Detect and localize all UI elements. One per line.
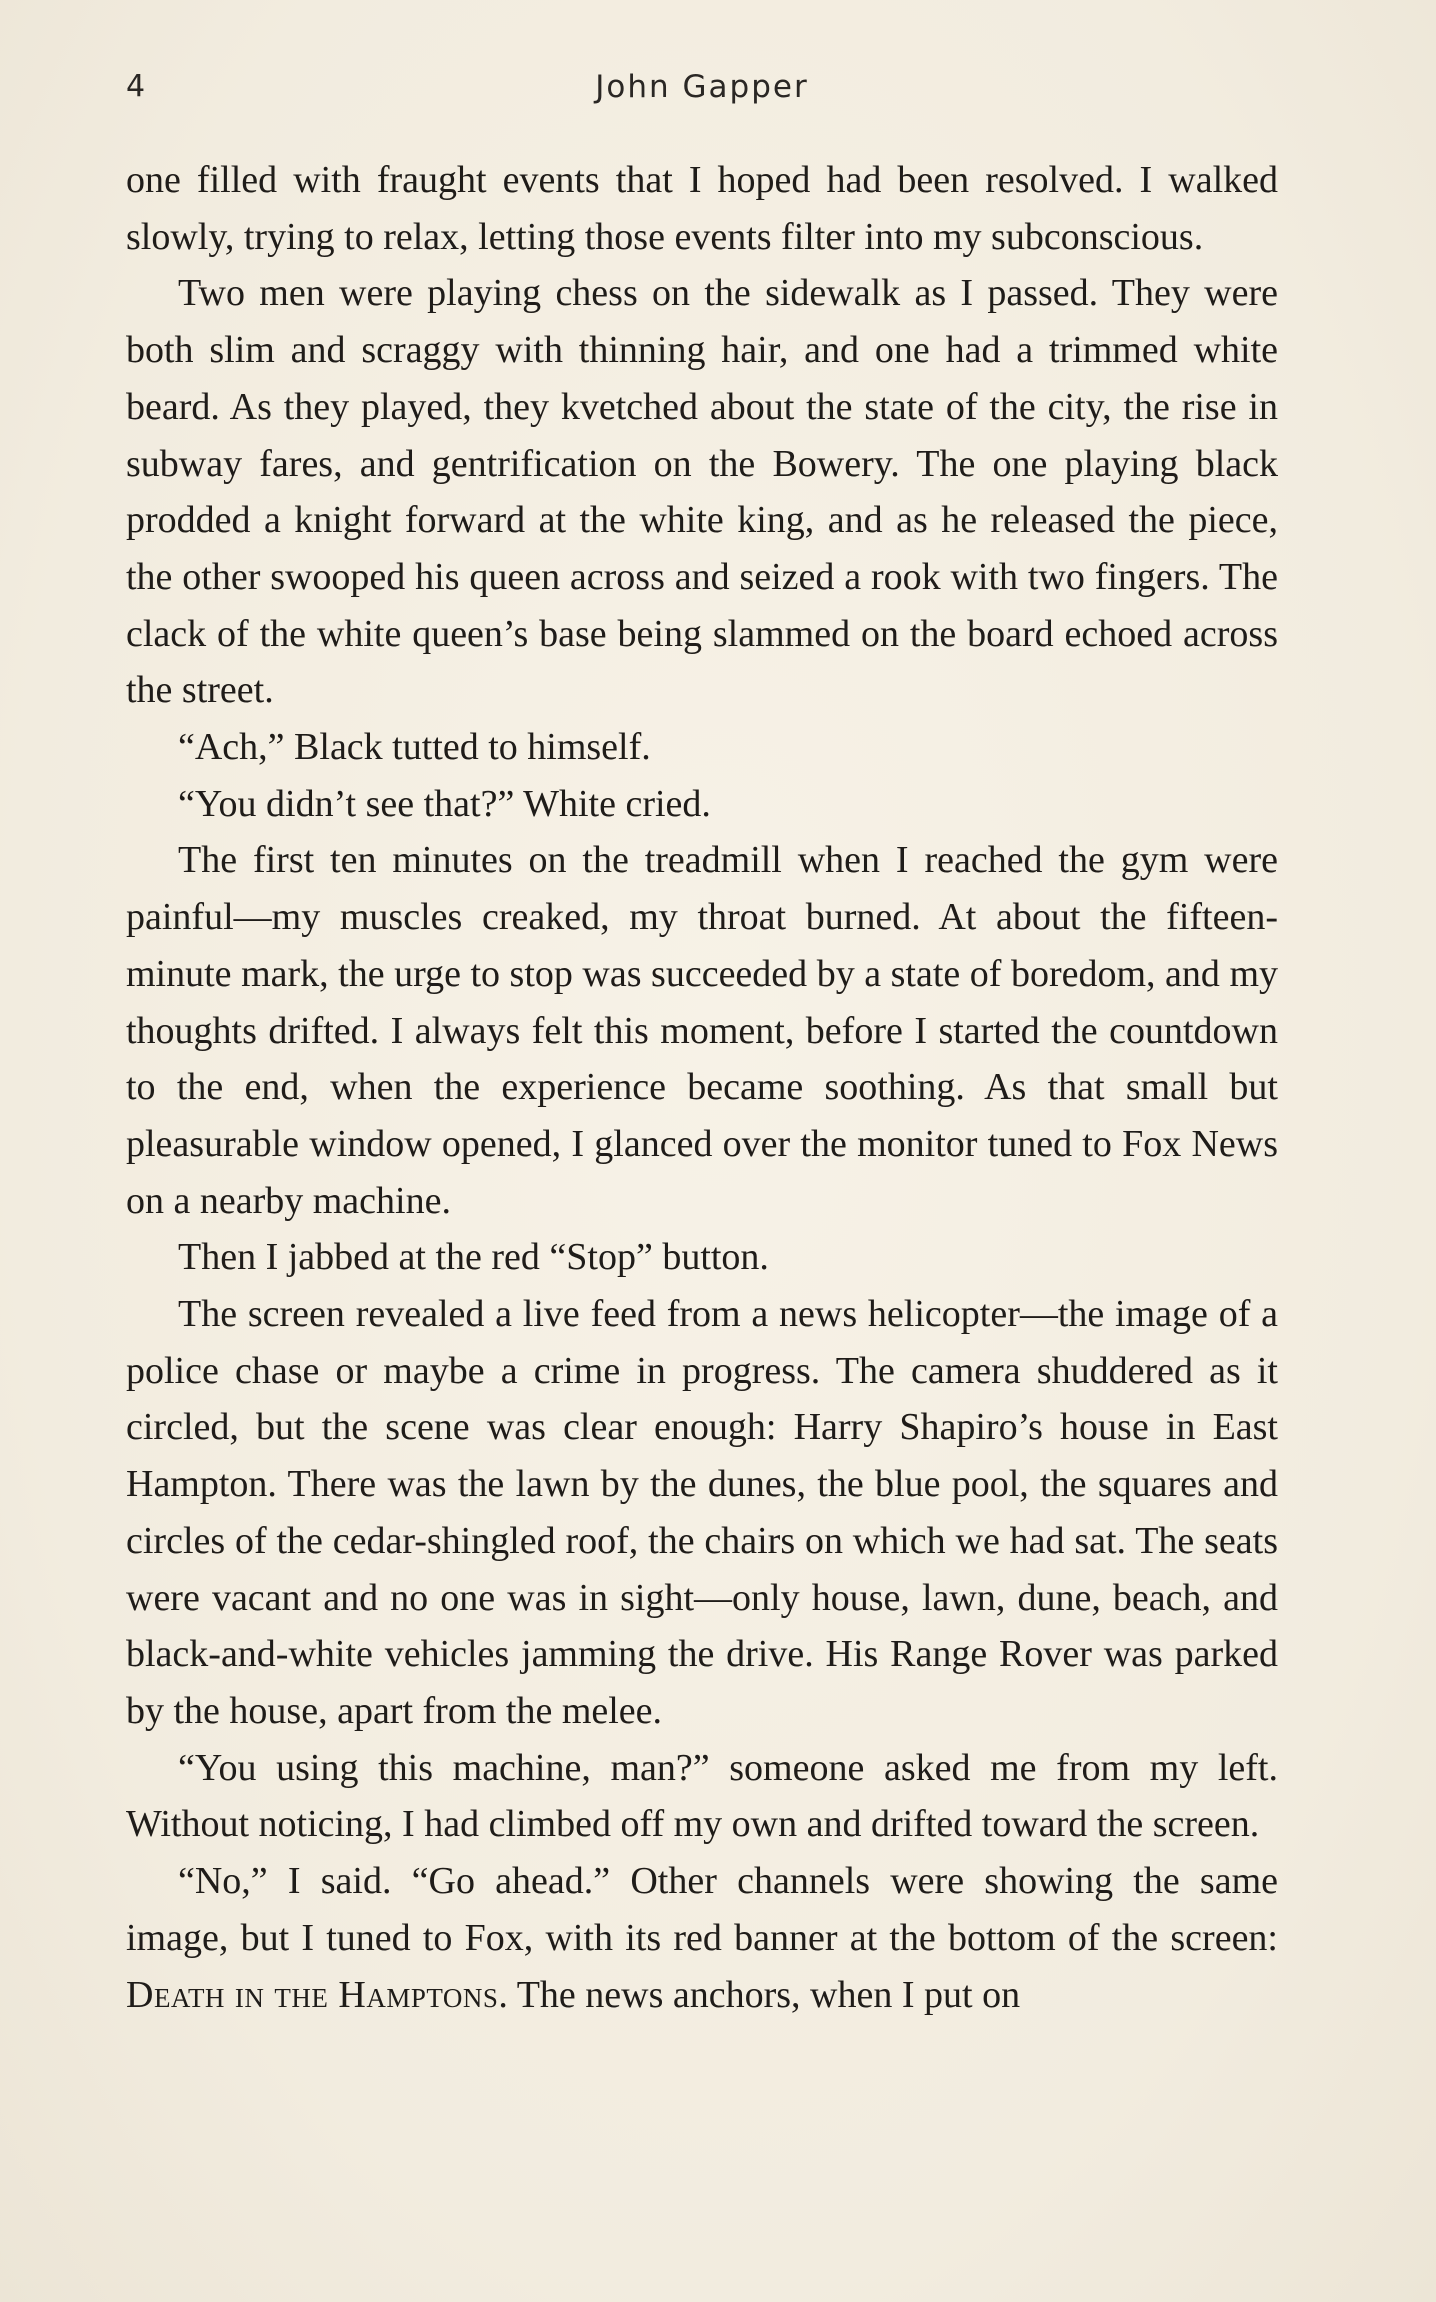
paragraph: The first ten minutes on the treadmill when I reached the gym were painful—my muscles creaked, my throat burned. At about the fifteen-minute mark, the urge to stop was succeeded by a state of boredom, and my thoughts drifted. I always felt this moment, before I started the countdown to the end, when the experience became soothing. As that small but pleasurable window opened, I glanced over the monitor tuned to Fox News on a nearby machine.	[126, 839, 1278, 1222]
paragraph: The screen revealed a live feed from a news helicopter—the image of a police chase or maybe a crime in progress. The camera shuddered as it circled, but the scene was clear enough: Harry Shapiro’s house in East Hampton. There was the lawn by the dunes, the blue pool, the squares and circles of the cedar-shingled roof, the chairs on which we had sat. The seats were vacant and no one was in sight—only house, lawn, dune, beach, and black-and-white vehicles jamming the drive. His Range Rover was parked by the house, apart from the melee.	[126, 1293, 1278, 1732]
paragraph: “You didn’t see that?” White cried.	[178, 782, 711, 825]
body-text	[126, 152, 1278, 2023]
page-number: 4	[126, 69, 147, 104]
running-head	[126, 62, 1278, 112]
paragraph-text: . The news anchors, when I put on	[498, 1973, 1021, 2016]
paragraph-last	[126, 1853, 1278, 2023]
paragraph-text: “No,” I said. “Go ahead.” Other channels were showing the same image, but I tuned to Fox, with its red banner at the bottom of the screen:	[126, 1860, 1278, 1959]
paragraph: Two men were playing chess on the sidewalk as I passed. They were both slim and scraggy with thinning hair, and one had a trimmed white beard. As they played, they kvetched about the state of the city, the rise in subway fares, and gentrification on the Bowery. The one playing black prodded a knight forward at the white king, and as he released the piece, the other swooped his queen across and seized a rook with two fingers. The clack of the white queen’s base being slammed on the board echoed across the street.	[126, 272, 1278, 712]
news-banner-text: Death in the Hamptons	[126, 1973, 499, 2016]
paragraph: “You using this machine, man?” someone asked me from my left. Without noticing, I had climbed off my own and drifted toward the screen.	[126, 1746, 1278, 1846]
paragraph: one filled with fraught events that I hoped had been resolved. I walked slowly, trying to relax, letting those events filter into my subconscious.	[126, 159, 1278, 258]
running-head-author: John Gapper	[595, 69, 809, 105]
paragraph: Then I jabbed at the red “Stop” button.	[178, 1236, 769, 1279]
paragraph: “Ach,” Black tutted to himself.	[178, 726, 651, 769]
